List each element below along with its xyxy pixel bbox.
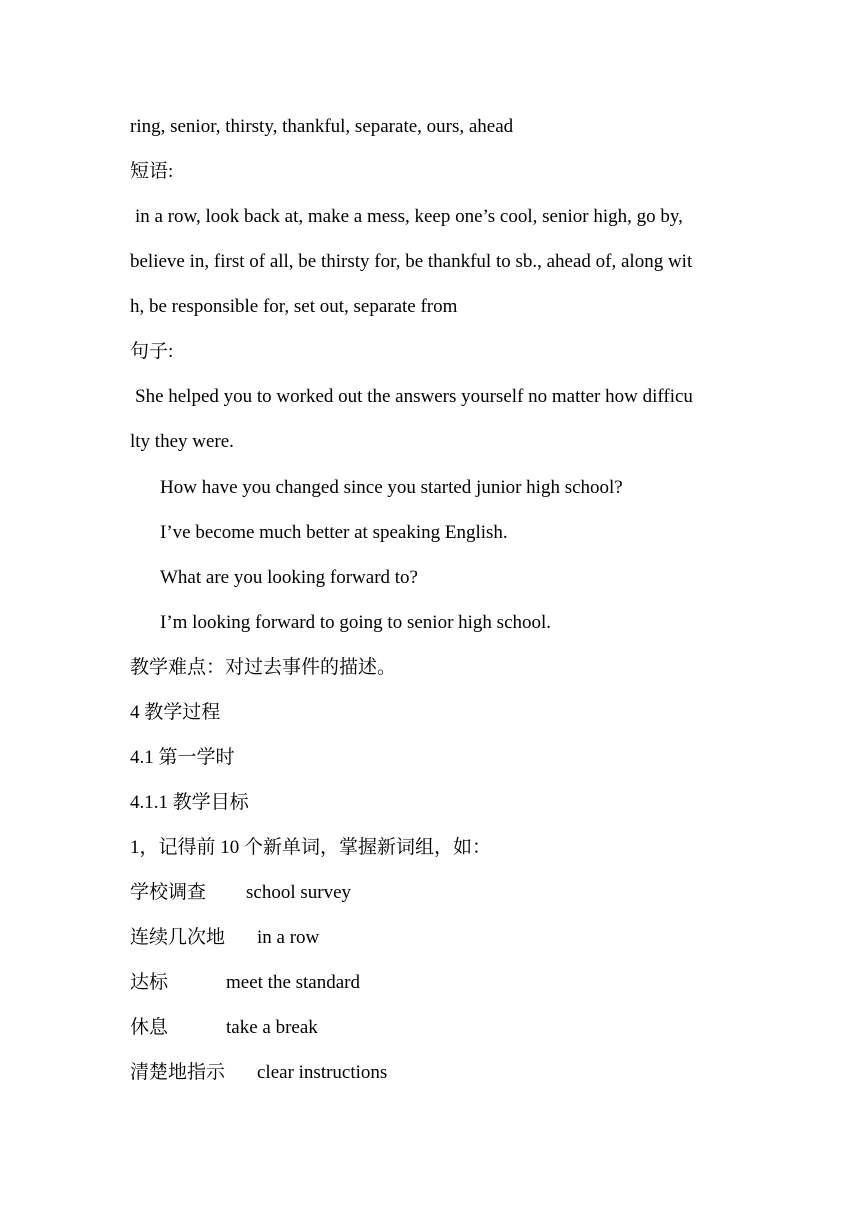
sentence-line: lty they were.	[130, 431, 234, 452]
vocab-chinese: 学校调查	[130, 882, 207, 903]
phrases-line: h, be responsible for, set out, separate from	[130, 296, 458, 317]
teaching-difficulty: 教学难点：对过去事件的描述。	[130, 657, 397, 678]
vocab-chinese: 达标	[130, 972, 169, 993]
phrases-heading: 短语:	[130, 161, 174, 182]
phrases-line: believe in, first of all, be thirsty for, be thankful to sb., ahead of, along wit	[130, 251, 693, 272]
vocab-english: clear instructions	[257, 1062, 388, 1083]
vocab-english: school survey	[246, 882, 352, 903]
sentences-heading: 句子:	[130, 341, 174, 362]
vocab-english: in a row	[257, 927, 320, 948]
vocab-english: take a break	[226, 1017, 318, 1038]
sentence-example: I’m looking forward to going to senior high school.	[160, 612, 552, 633]
vocab-chinese: 休息	[130, 1017, 169, 1038]
section-heading: 4 教学过程	[130, 702, 221, 723]
goal-item: 1，记得前 10 个新单词，掌握新词组，如：	[130, 837, 492, 858]
vocab-english: meet the standard	[226, 972, 361, 993]
subsection-heading: 4.1 第一学时	[130, 747, 235, 768]
sentence-example: How have you changed since you started junior high school?	[160, 477, 623, 498]
sentence-example: What are you looking forward to?	[160, 567, 418, 588]
subsubsection-heading: 4.1.1 教学目标	[130, 792, 249, 813]
vocab-chinese: 连续几次地	[130, 927, 226, 948]
phrases-line: in a row, look back at, make a mess, keep one’s cool, senior high, go by,	[135, 206, 683, 227]
sentence-line: She helped you to worked out the answers yourself no matter how difficu	[135, 386, 693, 407]
vocab-chinese: 清楚地指示	[130, 1062, 226, 1083]
sentence-example: I’ve become much better at speaking English.	[160, 522, 508, 543]
new-words-line: ring, senior, thirsty, thankful, separate, ours, ahead	[130, 116, 514, 137]
